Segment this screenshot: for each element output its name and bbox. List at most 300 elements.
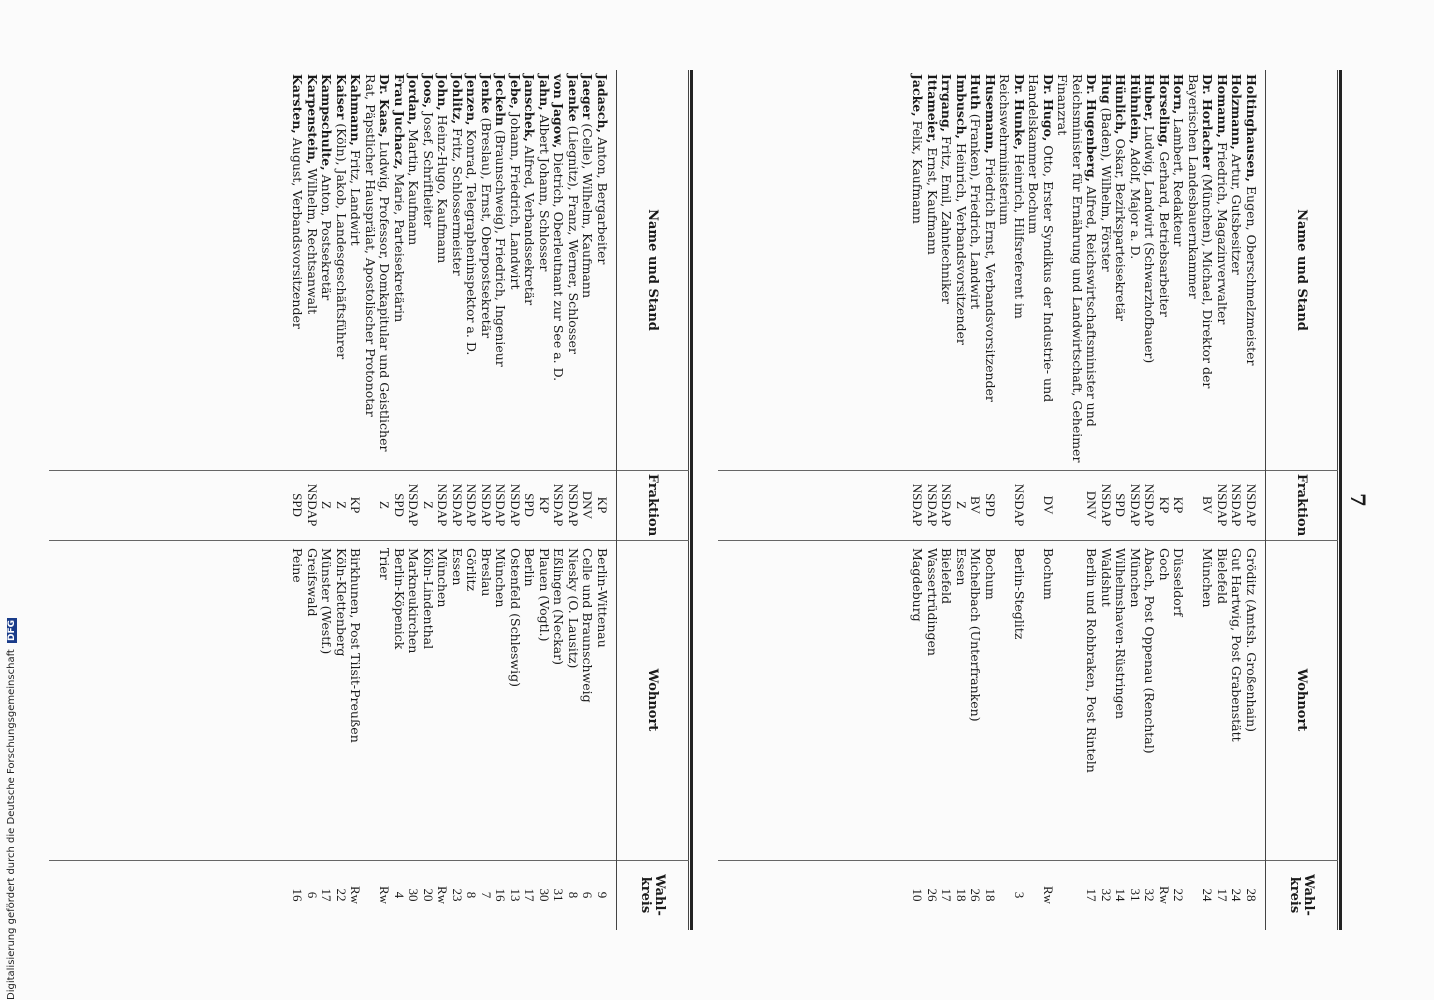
table-row	[1171, 70, 1186, 930]
member-name: Horseling,	[1157, 74, 1172, 148]
cell-wohnort: Niesky (O. Lausitz)	[566, 548, 581, 669]
member-name: Hühnlein,	[1128, 74, 1143, 144]
cell-fraktion: NSDAP	[464, 483, 480, 527]
cell-wohnort: Bielefeld	[1215, 548, 1230, 604]
member-name: Kaiser	[334, 74, 349, 120]
cell-name	[392, 70, 407, 470]
cell-wohnort: Peine	[290, 548, 306, 583]
table-row	[939, 70, 954, 930]
cell-wahlkreis: 14	[1113, 888, 1129, 902]
cell-name	[406, 70, 421, 470]
table-row	[1099, 70, 1114, 930]
cell-fraktion: DNV	[1084, 490, 1100, 520]
cell-wahlkreis: 17	[522, 888, 538, 902]
member-occupation: Josef, Schriftleiter	[421, 111, 436, 228]
table-row	[1215, 70, 1230, 930]
member-name: Jeckeln	[493, 74, 509, 126]
cell-wahlkreis: 13	[508, 888, 523, 902]
cell-wahlkreis: 10	[910, 888, 926, 902]
table-bottom-rows	[290, 70, 609, 930]
member-name: Jenzen,	[464, 74, 480, 126]
member-occupation: Gerhard, Betriebsarbeiter	[1157, 151, 1172, 317]
cell-fraktion: KP	[348, 496, 364, 514]
table-row	[1186, 70, 1215, 930]
cell-name	[983, 70, 998, 470]
member-occupation: Fritz, Schlossermeister	[450, 128, 465, 276]
cell-fraktion: NSDAP	[1099, 483, 1114, 527]
cell-fraktion: Z	[377, 501, 393, 509]
member-occupation: Konrad, Telegrapheninspektor a. D.	[464, 129, 480, 356]
member-name: Johlitz,	[450, 74, 465, 125]
cell-wahlkreis: 30	[537, 888, 552, 902]
cell-fraktion: Z	[334, 501, 349, 509]
cell-name	[319, 70, 334, 470]
cell-wahlkreis: 24	[1200, 888, 1216, 902]
member-name: Dr. Kaas,	[377, 74, 393, 138]
cell-wahlkreis: 32	[1142, 888, 1158, 902]
cell-fraktion: NSDAP	[479, 483, 494, 527]
cell-fraktion: KP	[1157, 496, 1172, 514]
table-row	[1142, 70, 1157, 930]
cell-wahlkreis: Rw	[377, 885, 393, 905]
cell-name	[1229, 70, 1244, 470]
cell-fraktion: NSDAP	[1142, 483, 1158, 527]
table-top-rows	[910, 70, 1258, 930]
table-row	[566, 70, 581, 930]
cell-fraktion: NSDAP	[508, 483, 523, 527]
member-occupation: Heinz-Hugo, Kaufmann	[435, 114, 451, 264]
cell-name	[939, 70, 954, 470]
member-name: von Jagow,	[551, 74, 567, 149]
cell-wohnort: Abach, Post Oppenau (Renchtal)	[1142, 548, 1158, 754]
cell-name	[305, 70, 320, 470]
cell-wohnort: Essen	[954, 548, 969, 586]
cell-name	[421, 70, 436, 470]
cell-wohnort: Wassertrüdingen	[925, 548, 940, 656]
cell-wohnort: München	[1128, 548, 1143, 608]
cell-name	[551, 70, 566, 470]
member-occupation: Heinrich, Hilfsreferent im Reichswehrministerium	[997, 74, 1027, 319]
member-occupation: Artur, Gutsbesitzer	[1229, 153, 1245, 275]
cell-wahlkreis: 28	[1244, 888, 1259, 902]
cell-wohnort: Berlin-Wittenau	[595, 548, 610, 648]
page-number: 7	[1346, 493, 1370, 507]
cell-fraktion: NSDAP	[1012, 483, 1027, 527]
table-row	[1244, 70, 1259, 930]
cell-fraktion: DNV	[580, 490, 596, 520]
member-name: Dr. Hugo,	[1041, 74, 1056, 142]
cell-wahlkreis: 17	[939, 888, 955, 902]
table-bottom-rule	[690, 70, 693, 930]
cell-fraktion: KP	[1171, 496, 1187, 514]
cell-fraktion: KP	[537, 496, 552, 514]
member-occupation: (Franken), Friedrich, Landwirt	[968, 113, 984, 310]
cell-wohnort: Gut Hartwig, Post Grabenstätt	[1229, 548, 1245, 742]
header-rule	[616, 70, 617, 930]
cell-name	[954, 70, 969, 470]
table-row	[1157, 70, 1172, 930]
member-occupation: Alfred, Reichswirtschaftsminister und Reichsminister für Ernährung und Landwirtschaft, Geheimer Finanzrat	[1055, 74, 1100, 463]
cell-wohnort: Eßlingen (Neckar)	[551, 548, 567, 666]
cell-name	[1171, 70, 1186, 470]
table-row	[968, 70, 983, 930]
member-name: Joos,	[421, 74, 436, 108]
member-occupation: (Liegnitz), Franz, Werner, Schlosser	[566, 125, 581, 354]
cell-wahlkreis: 26	[968, 888, 984, 902]
member-name: Huth	[968, 74, 984, 110]
header-wahlkreis: Wahl- kreis	[638, 874, 667, 916]
table-row	[290, 70, 305, 930]
member-occupation: Heinrich, Verbandsvorsitzender	[954, 142, 969, 345]
cell-name	[508, 70, 523, 470]
cell-wohnort: München	[493, 548, 509, 608]
cell-wahlkreis: Rw	[1157, 885, 1172, 905]
member-name: Husemann,	[983, 74, 998, 154]
cell-fraktion: NSDAP	[435, 483, 451, 527]
table-row	[580, 70, 595, 930]
cell-wohnort: Köln-Lindenthal	[421, 548, 436, 650]
table-row	[305, 70, 320, 930]
cell-name	[290, 70, 305, 470]
cell-name	[1215, 70, 1230, 470]
member-name: John,	[435, 74, 451, 111]
cell-wahlkreis: 17	[319, 888, 335, 902]
member-name: Huber,	[1142, 74, 1158, 122]
cell-name	[479, 70, 494, 470]
footer-text: Digitalisierung gefördert durch die Deutsche Forschungsgemeinschaft	[6, 649, 17, 1000]
member-name: Karpenstein,	[305, 74, 320, 165]
member-occupation: (Celle), Wilhelm, Kaufmann	[580, 123, 596, 299]
member-occupation: Ludwig, Landwirt (Schwarzhofbauer)	[1142, 125, 1158, 364]
cell-fraktion: NSDAP	[551, 483, 567, 527]
cell-wohnort: Ostenfeld (Schleswig)	[508, 548, 523, 688]
cell-wahlkreis: 31	[551, 888, 567, 902]
cell-wahlkreis: 8	[566, 891, 581, 899]
member-name: Jordan,	[406, 74, 422, 126]
cell-wohnort: Köln-Klettenberg	[334, 548, 349, 657]
cell-name	[522, 70, 537, 470]
table-row	[1055, 70, 1099, 930]
table-row	[334, 70, 349, 930]
dfg-logo: DFG	[7, 619, 17, 641]
cell-wohnort: Bochum	[983, 548, 998, 600]
cell-wahlkreis: 17	[1084, 888, 1100, 902]
cell-name	[910, 70, 925, 470]
cell-fraktion: Z	[319, 501, 335, 509]
member-name: Kahmann,	[348, 74, 364, 146]
member-occupation: Dietrich, Oberleutnant zur See a. D.	[551, 152, 567, 382]
cell-wohnort: Görlitz	[464, 548, 480, 592]
member-name: Jacke,	[910, 74, 926, 117]
cell-name	[334, 70, 349, 470]
header-fraktion: Fraktion	[645, 473, 660, 537]
cell-fraktion: SPD	[1113, 493, 1129, 517]
cell-fraktion: SPD	[392, 493, 407, 517]
cell-wahlkreis: 22	[334, 888, 349, 902]
cell-wohnort: Trier	[377, 548, 393, 580]
member-occupation: Alfred, Verbandssekretär	[522, 145, 538, 306]
member-name: Karsten,	[290, 74, 306, 134]
member-name: Jahn,	[537, 74, 552, 111]
member-name: Dr. Hunke,	[1012, 74, 1027, 150]
cell-fraktion: KP	[595, 496, 610, 514]
cell-wahlkreis: 7	[479, 891, 494, 899]
cell-wahlkreis: 3	[1012, 891, 1027, 899]
cell-wohnort: München	[435, 548, 451, 608]
member-name: Kampschulte,	[319, 74, 335, 171]
member-occupation: Oskar, Bezirksparteisekretär	[1113, 138, 1129, 321]
member-occupation: Wilhelm, Rechtsanwalt	[305, 168, 320, 315]
cell-wahlkreis: 22	[1171, 888, 1187, 902]
cell-fraktion: NSDAP	[1244, 483, 1259, 527]
cell-wohnort: Breslau	[479, 548, 494, 597]
cell-fraktion: NSDAP	[406, 483, 422, 527]
cell-wohnort: Plauen (Vogtl.)	[537, 548, 552, 642]
cell-wohnort: Wilhelmshaven-Rüstringen	[1113, 548, 1129, 719]
table-row	[319, 70, 334, 930]
table-row	[537, 70, 552, 930]
cell-wahlkreis: 9	[595, 891, 610, 899]
cell-fraktion: NSDAP	[1128, 483, 1143, 527]
member-occupation: (Köln), Jakob, Landesgeschäftsführer	[334, 123, 349, 360]
cell-fraktion: NSDAP	[1215, 483, 1230, 527]
member-name: Dr. Horlacher	[1200, 74, 1216, 170]
cell-wahlkreis: 6	[580, 891, 596, 899]
cell-name	[1128, 70, 1143, 470]
cell-name	[580, 70, 595, 470]
cell-fraktion: BV	[1200, 495, 1216, 515]
cell-name	[1142, 70, 1157, 470]
table-row	[493, 70, 508, 930]
cell-wohnort: Bielefeld	[939, 548, 955, 604]
member-name: Irrgang,	[939, 74, 955, 133]
cell-fraktion: Z	[954, 501, 969, 509]
cell-name	[1113, 70, 1128, 470]
cell-name	[1244, 70, 1259, 470]
table-row	[508, 70, 523, 930]
cell-fraktion: NSDAP	[493, 483, 509, 527]
member-name: Jaeger	[580, 74, 596, 120]
table-row	[997, 70, 1026, 930]
header-rule	[1265, 70, 1266, 930]
table-row	[406, 70, 421, 930]
cell-wohnort: Greifswald	[305, 548, 320, 617]
cell-name	[1099, 70, 1114, 470]
member-occupation: Friedrich Ernst, Verbandsvorsitzender	[983, 157, 998, 402]
table-row	[1026, 70, 1055, 930]
cell-wohnort: Düsseldorf	[1171, 548, 1187, 617]
table-row	[983, 70, 998, 930]
table-row	[1113, 70, 1128, 930]
table-row	[421, 70, 436, 930]
cell-fraktion: DV	[1041, 495, 1056, 515]
cell-wohnort: Gröditz (Amtsh. Großenhain)	[1244, 548, 1259, 732]
cell-name	[464, 70, 479, 470]
table-top	[718, 70, 1338, 930]
table-row	[464, 70, 479, 930]
member-occupation: (Baden), Wilhelm, Förster	[1099, 107, 1114, 272]
table-row	[1128, 70, 1143, 930]
cell-fraktion: NSDAP	[566, 483, 581, 527]
table-row	[925, 70, 940, 930]
header-wohnort: Wohnort	[645, 668, 660, 732]
cell-fraktion: SPD	[983, 493, 998, 517]
cell-name	[363, 70, 392, 470]
member-name: Frau Juchacz,	[392, 74, 407, 170]
member-occupation: Albert Johann, Schlosser	[537, 114, 552, 272]
member-occupation: Felix, Kaufmann	[910, 120, 926, 224]
header-wahlkreis: Wahl- kreis	[1287, 874, 1316, 916]
member-occupation: Eugen, Oberschmelzmeister	[1244, 185, 1259, 366]
cell-fraktion: SPD	[290, 493, 306, 517]
cell-fraktion: NSDAP	[925, 483, 940, 527]
cell-wahlkreis: 23	[450, 888, 465, 902]
member-name: Hünlich,	[1113, 74, 1129, 135]
header-fraktion: Fraktion	[1294, 473, 1309, 537]
cell-wohnort: Münster (Westf.)	[319, 548, 335, 655]
member-occupation: (München), Michael, Direktor der Bayerischen Landesbauernkammer	[1186, 74, 1216, 389]
member-occupation: Anton, Postsekretär	[319, 174, 335, 301]
footer-credit	[6, 0, 20, 1000]
cell-wohnort: Bochum	[1041, 548, 1056, 600]
member-name: Jaenke	[566, 74, 581, 122]
table-row	[392, 70, 407, 930]
cell-name	[435, 70, 450, 470]
cell-name	[1157, 70, 1172, 470]
table-row	[910, 70, 925, 930]
cell-name	[348, 70, 363, 470]
cell-wahlkreis: 30	[406, 888, 422, 902]
member-occupation: (Braunschweig), Friedrich, Ingenieur	[493, 129, 509, 367]
cell-wahlkreis: Rw	[435, 885, 451, 905]
member-occupation: Marie, Parteisekretärin	[392, 173, 407, 323]
member-occupation: Otto, Erster Syndikus der Industrie- und Handelskammer Bochum	[1026, 74, 1056, 403]
table-row	[954, 70, 969, 930]
cell-wohnort: Waldshut	[1099, 548, 1114, 607]
member-occupation: Friedrich, Magazinverwalter	[1215, 142, 1230, 325]
table-row	[595, 70, 610, 930]
member-name: Jenke	[479, 74, 494, 114]
cell-wahlkreis: 4	[392, 891, 407, 899]
cell-wohnort: Essen	[450, 548, 465, 586]
cell-wohnort: Celle und Braunschweig	[580, 548, 596, 703]
member-occupation: Adolf, Major a. D.	[1128, 147, 1143, 260]
member-occupation: Ludwig, Professor, Domkapitular und Geistlicher Rat, Päpstlicher Hausprälat, Apostolischer Protonotar	[363, 74, 393, 452]
cell-wahlkreis: 18	[983, 888, 998, 902]
cell-wahlkreis: Rw	[1041, 885, 1056, 905]
cell-fraktion: NSDAP	[1229, 483, 1245, 527]
cell-name	[537, 70, 552, 470]
cell-wahlkreis: 18	[954, 888, 969, 902]
cell-name	[595, 70, 610, 470]
cell-name	[450, 70, 465, 470]
member-occupation: (Breslau), Ernst, Oberpostsekretär	[479, 117, 494, 339]
table-row	[1229, 70, 1244, 930]
member-occupation: Martin, Kaufmann	[406, 129, 422, 246]
cell-name	[968, 70, 983, 470]
cell-wohnort: Magdeburg	[910, 548, 926, 622]
member-occupation: Johann, Friedrich, Landwirt	[508, 112, 523, 290]
cell-wahlkreis: 17	[1215, 888, 1230, 902]
member-name: Homann,	[1215, 74, 1230, 139]
cell-fraktion: NSDAP	[450, 483, 465, 527]
cell-wahlkreis: Rw	[348, 885, 364, 905]
cell-wahlkreis: 16	[493, 888, 509, 902]
table-row	[450, 70, 465, 930]
cell-fraktion: Z	[421, 501, 436, 509]
cell-wahlkreis: 26	[925, 888, 940, 902]
cell-fraktion: BV	[968, 495, 984, 515]
table-row	[479, 70, 494, 930]
member-name: Jadasch,	[595, 74, 610, 133]
table-bottom	[49, 70, 689, 930]
cell-fraktion: NSDAP	[305, 483, 320, 527]
cell-name	[1186, 70, 1215, 470]
table-row	[348, 70, 363, 930]
cell-fraktion: NSDAP	[910, 483, 926, 527]
cell-wohnort: Berlin und Rohbraken, Post Rinteln	[1084, 548, 1100, 773]
cell-wahlkreis: 16	[290, 888, 306, 902]
member-name: Dr. Hugenberg,	[1084, 74, 1100, 183]
cell-fraktion: SPD	[522, 493, 538, 517]
cell-wohnort: Berlin	[522, 548, 538, 587]
member-occupation: Fritz, Landwirt	[348, 149, 364, 246]
cell-name	[1026, 70, 1055, 470]
cell-wohnort: Berlin-Köpenick	[392, 548, 407, 650]
cell-wahlkreis: 20	[421, 888, 436, 902]
table-row	[522, 70, 537, 930]
member-name: Janschek,	[522, 74, 538, 142]
table-row	[551, 70, 566, 930]
member-name: Ittameier,	[925, 74, 940, 144]
cell-wohnort: Goch	[1157, 548, 1172, 581]
cell-name	[1055, 70, 1099, 470]
cell-wahlkreis: 6	[305, 891, 320, 899]
table-row	[435, 70, 450, 930]
cell-fraktion: NSDAP	[939, 483, 955, 527]
member-occupation: Lambert, Redakteur	[1171, 118, 1187, 247]
table-row	[363, 70, 392, 930]
header-wohnort: Wohnort	[1294, 668, 1309, 732]
cell-name	[997, 70, 1026, 470]
member-name: Imbusch,	[954, 74, 969, 139]
cell-name	[566, 70, 581, 470]
cell-name	[493, 70, 508, 470]
member-name: Horn,	[1171, 74, 1187, 115]
cell-name	[925, 70, 940, 470]
cell-wohnort: Berlin-Steglitz	[1012, 548, 1027, 640]
header-name: Name und Stand	[645, 209, 660, 331]
member-occupation: Anton, Bergarbeiter	[595, 136, 610, 265]
member-name: Holzmann,	[1229, 74, 1245, 150]
cell-wohnort: Birkhunen, Post Tilsit-Preußen	[348, 548, 364, 743]
table-top-rule	[1339, 70, 1342, 930]
cell-wahlkreis: 31	[1128, 888, 1143, 902]
cell-wohnort: Markneukirchen	[406, 548, 422, 654]
header-name: Name und Stand	[1294, 209, 1309, 331]
cell-wahlkreis: 8	[464, 891, 480, 899]
member-occupation: Ernst, Kaufmann	[925, 147, 940, 255]
member-occupation: Fritz, Emil, Zahntechniker	[939, 136, 955, 304]
member-name: Holtinghausen,	[1244, 74, 1259, 182]
cell-wahlkreis: 24	[1229, 888, 1245, 902]
member-name: Jebe,	[508, 74, 523, 109]
cell-wahlkreis: 32	[1099, 888, 1114, 902]
member-occupation: August, Verbandsvorsitzender	[290, 137, 306, 329]
member-name: Hug	[1099, 74, 1114, 104]
cell-wohnort: München	[1200, 548, 1216, 608]
cell-wohnort: Michelbach (Unterfranken)	[968, 548, 984, 722]
